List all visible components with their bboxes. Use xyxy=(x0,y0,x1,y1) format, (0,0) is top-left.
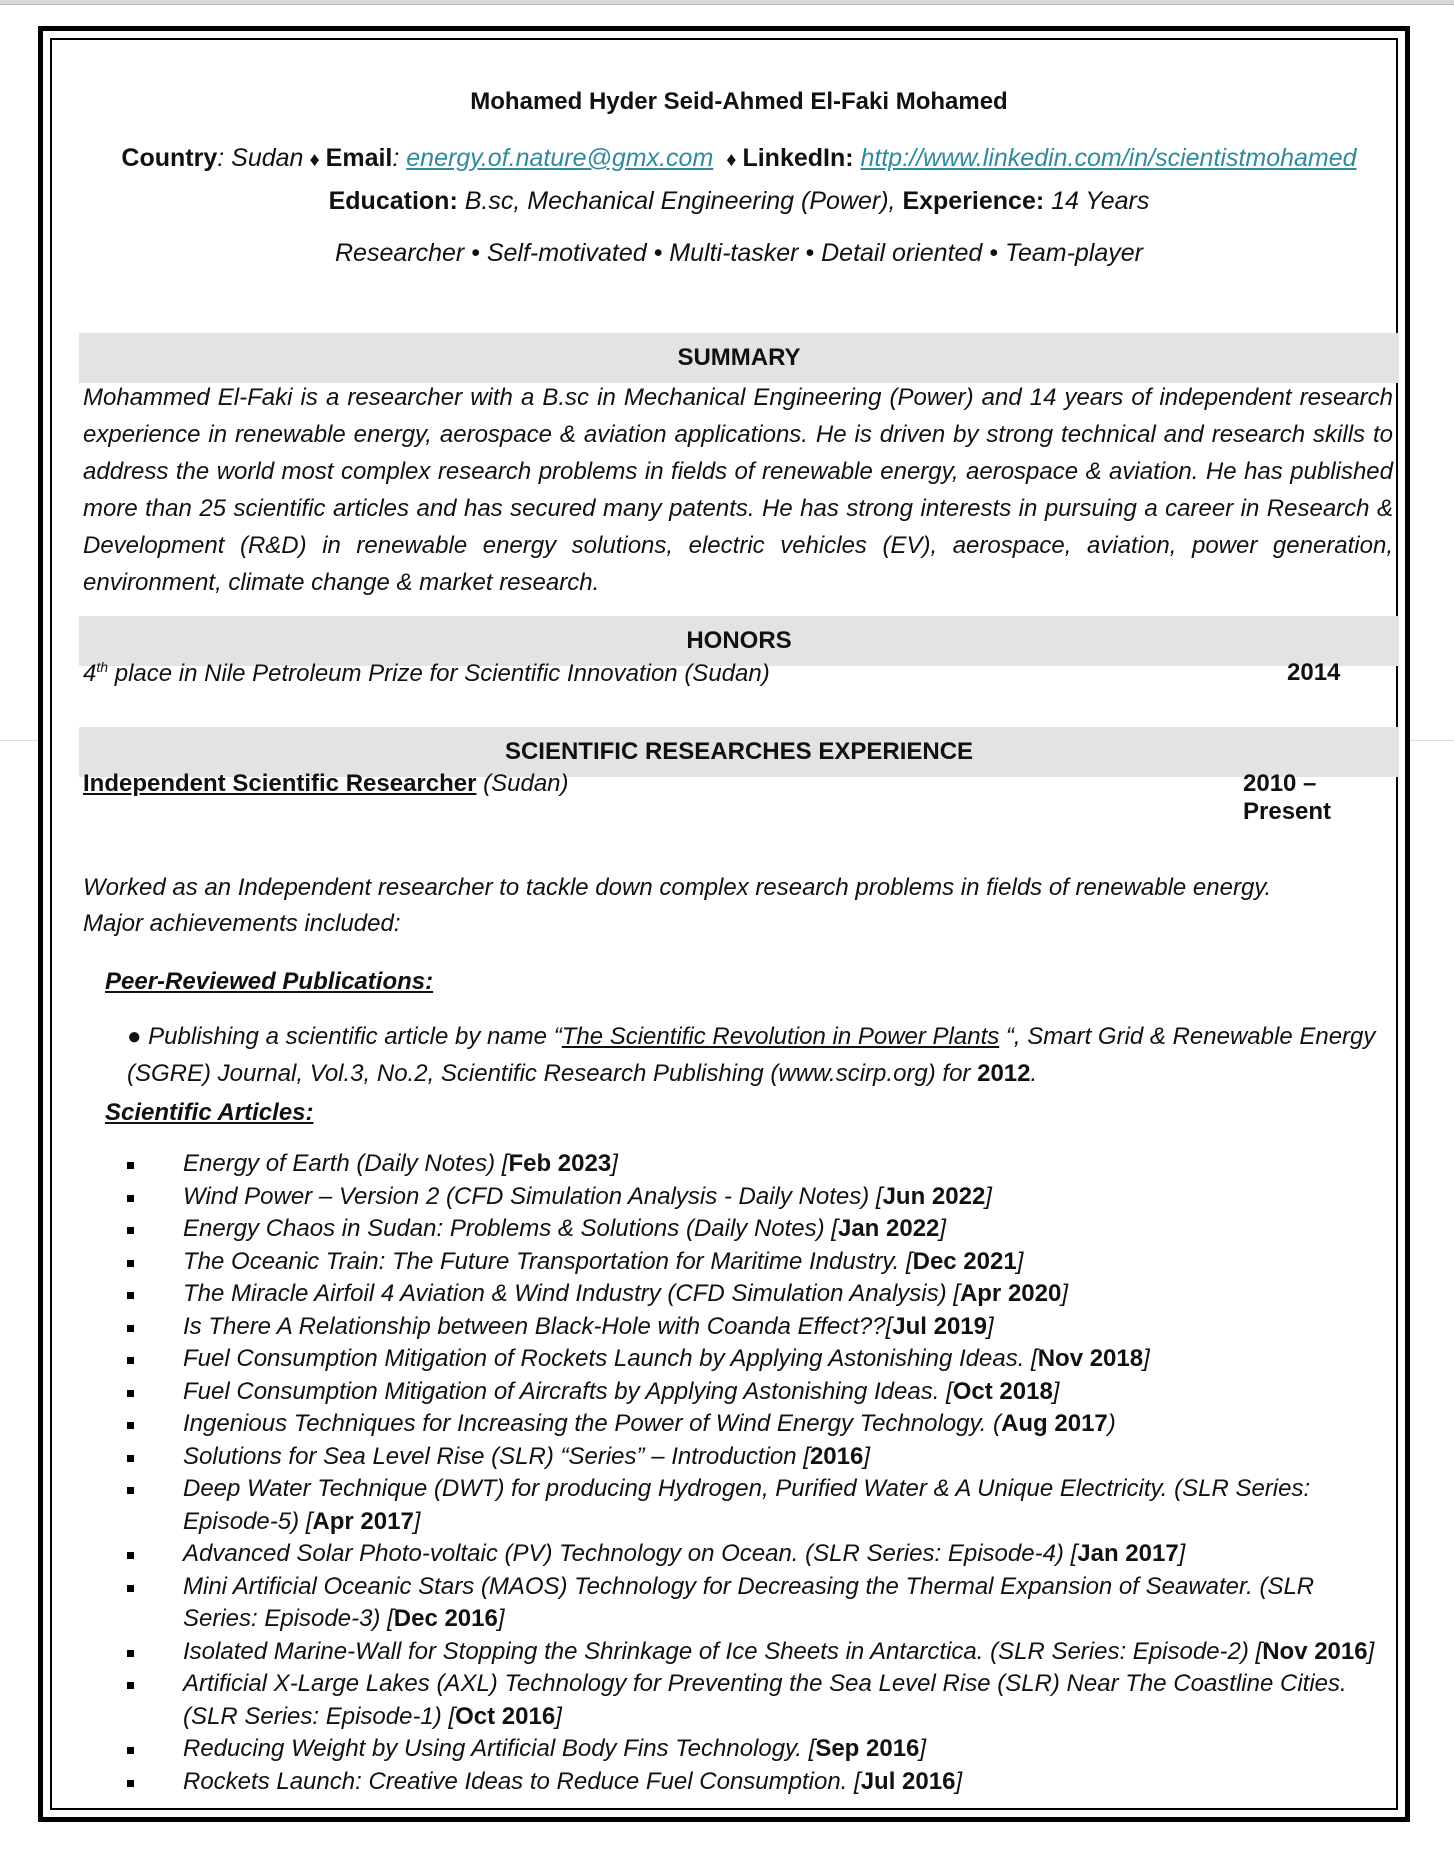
article-item: Ingenious Techniques for Increasing the Power of Wind Energy Technology. (Aug 2017) xyxy=(105,1408,1385,1441)
education-value: B.sc, Mechanical Engineering (Power), xyxy=(457,187,903,215)
resume-inner-border xyxy=(50,38,1398,1810)
publication-end: . xyxy=(1030,1060,1038,1087)
summary-heading: SUMMARY xyxy=(79,333,1399,383)
job-description-line: Major achievements included: xyxy=(83,910,401,937)
honor-place-suffix: th xyxy=(96,659,109,675)
page-break-line-left xyxy=(0,740,38,741)
diamond-separator-icon: ♦ xyxy=(726,149,737,171)
publication-title: The Scientific Revolution in Power Plants xyxy=(561,1023,1000,1050)
article-item: Energy of Earth (Daily Notes) [Feb 2023] xyxy=(105,1148,1385,1181)
summary-text: Mohammed El-Faki is a researcher with a B.sc in Mechanical Engineering (Power) and 14 years of independent research experience in renewable energy, aerospace & aviation applications. He is driven by strong technical and research skills to address the world most complex research problems in fields of renewable energy, aerospace & aviation. He has published more than 25 scientific articles and has secured many patents. He has strong interests in pursuing a career in Research & Development (R&D) in renewable energy solutions, electric vehicles (EV), aerospace, aviation, power generation, environment, climate change & market research. xyxy=(83,384,1393,596)
article-item: Fuel Consumption Mitigation of Aircrafts by Applying Astonishing Ideas. [Oct 2018] xyxy=(105,1376,1385,1409)
article-item: The Miracle Airfoil 4 Aviation & Wind Industry (CFD Simulation Analysis) [Apr 2020] xyxy=(105,1278,1385,1311)
job-description-line: Worked as an Independent researcher to tackle down complex research problems in fields of renewable energy. xyxy=(83,874,1272,901)
resume-page-border xyxy=(38,26,1410,1822)
article-item: Fuel Consumption Mitigation of Rockets Launch by Applying Astonishing Ideas. [Nov 2018] xyxy=(105,1343,1385,1376)
education-line xyxy=(79,187,1399,216)
publication-prefix: ● Publishing a scientific article by name “ xyxy=(127,1023,562,1050)
page-break-line-right xyxy=(1410,740,1454,741)
email-label: Email xyxy=(325,144,393,172)
linkedin-label: LinkedIn: xyxy=(742,144,854,172)
experience-label: Experience: xyxy=(902,187,1045,215)
linkedin-link[interactable]: http://www.linkedin.com/in/scientistmohamed xyxy=(860,144,1357,172)
honor-year: 2014 xyxy=(1287,659,1341,686)
country-separator: : xyxy=(217,144,225,172)
article-item: Advanced Solar Photo-voltaic (PV) Technology on Ocean. (SLR Series: Episode-4) [Jan 2017] xyxy=(105,1538,1385,1571)
job-entry xyxy=(83,770,1399,825)
traits-line: Researcher • Self-motivated • Multi-tasker • Detail oriented • Team-player xyxy=(334,239,1143,267)
article-item: Is There A Relationship between Black-Hole with Coanda Effect??[Jul 2019] xyxy=(105,1311,1385,1344)
article-item: Reducing Weight by Using Artificial Body Fins Technology. [Sep 2016] xyxy=(105,1733,1385,1766)
article-item: Artificial X-Large Lakes (AXL) Technology for Preventing the Sea Level Rise (SLR) Near The Coastline Cities. (SLR Series: Episode-1) [Oct 2016] xyxy=(105,1668,1385,1733)
article-item: Energy Chaos in Sudan: Problems & Solutions (Daily Notes) [Jan 2022] xyxy=(105,1213,1385,1246)
article-item: The Oceanic Train: The Future Transportation for Maritime Industry. [Dec 2021] xyxy=(105,1246,1385,1279)
article-item: Isolated Marine-Wall for Stopping the Shrinkage of Ice Sheets in Antarctica. (SLR Series: Episode-2) [Nov 2016] xyxy=(105,1636,1385,1669)
article-item: Solutions for Sea Level Rise (SLR) “Series” – Introduction [2016] xyxy=(105,1441,1385,1474)
articles-heading: Scientific Articles: xyxy=(105,1099,314,1126)
publication-entry xyxy=(127,1018,1377,1092)
contact-line xyxy=(79,144,1399,173)
education-label: Education: xyxy=(328,187,458,215)
publication-details: “, Smart Grid & Renewable Energy (SGRE) Journal, Vol.3, No.2, Scientific Research Publishing (www.scirp.org) for xyxy=(127,1023,1376,1087)
job-title: Independent Scientific Researcher xyxy=(83,770,477,797)
honors-heading: HONORS xyxy=(79,616,1399,666)
article-item: Mini Artificial Oceanic Stars (MAOS) Technology for Decreasing the Thermal Expansion of Seawater. (SLR Series: Episode-3) [Dec 2016] xyxy=(105,1571,1385,1636)
job-description xyxy=(83,870,1383,942)
article-item: Rockets Launch: Creative Ideas to Reduce Fuel Consumption. [Jul 2016] xyxy=(105,1766,1385,1799)
window-top-edge xyxy=(0,0,1454,5)
experience-value: 14 Years xyxy=(1044,187,1150,215)
honor-entry xyxy=(83,659,1399,688)
publications-heading: Peer-Reviewed Publications: xyxy=(105,968,434,995)
email-separator: : xyxy=(392,144,400,172)
candidate-name: Mohamed Hyder Seid-Ahmed El-Faki Mohamed xyxy=(470,88,1008,115)
country-label: Country xyxy=(121,144,218,172)
experience-heading: SCIENTIFIC RESEARCHES EXPERIENCE xyxy=(79,727,1399,777)
job-dates: 2010 – Present xyxy=(1243,770,1332,825)
job-location: (Sudan) xyxy=(476,770,569,797)
diamond-separator-icon: ♦ xyxy=(309,149,320,171)
honor-place: 4 xyxy=(83,660,97,687)
articles-list xyxy=(105,1148,1385,1798)
article-item: Wind Power – Version 2 (CFD Simulation Analysis - Daily Notes) [Jun 2022] xyxy=(105,1181,1385,1214)
resume-content xyxy=(79,40,1399,1808)
email-link[interactable]: energy.of.nature@gmx.com xyxy=(406,144,714,172)
country-value: Sudan xyxy=(224,144,304,172)
honor-text: place in Nile Petroleum Prize for Scientific Innovation (Sudan) xyxy=(108,660,770,687)
publication-year: 2012 xyxy=(977,1060,1031,1087)
article-item: Deep Water Technique (DWT) for producing Hydrogen, Purified Water & A Unique Electricity. (SLR Series: Episode-5) [Apr 2017] xyxy=(105,1473,1385,1538)
